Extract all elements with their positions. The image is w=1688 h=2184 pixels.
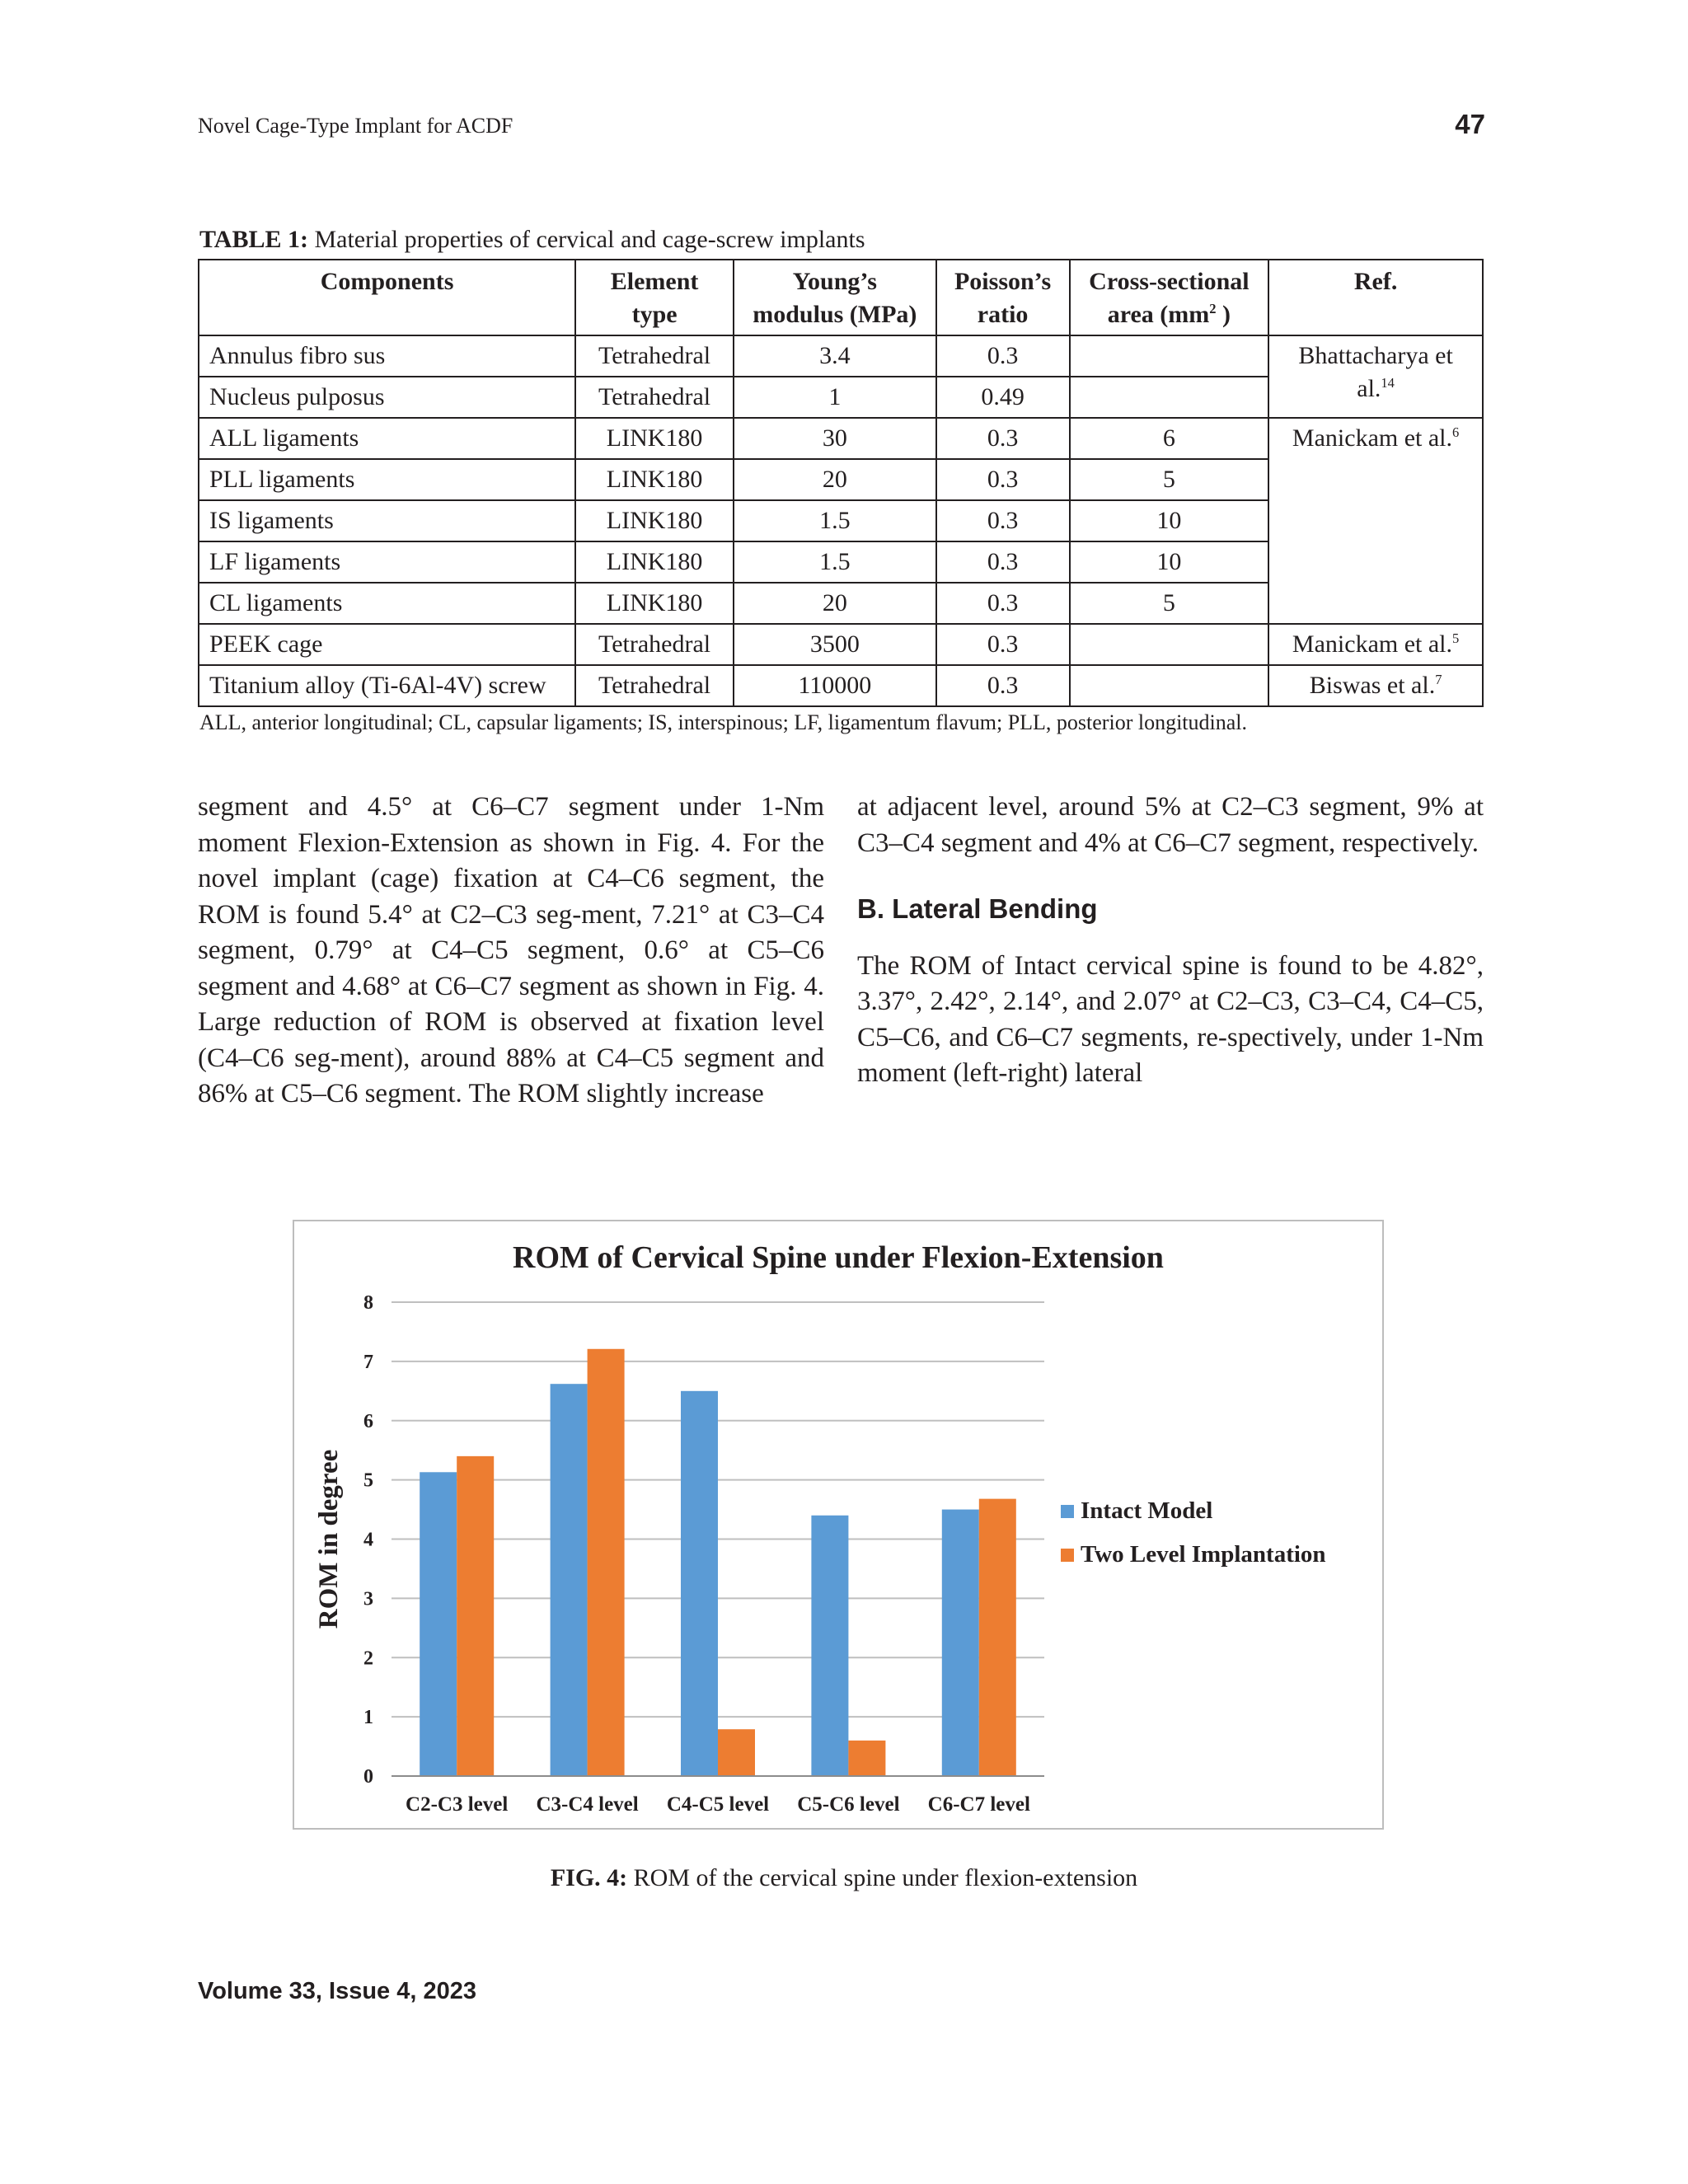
cell-modulus: 3.4 [734,335,936,377]
rom-bar-chart [294,1221,1382,1828]
cell-element: Tetrahedral [575,624,734,665]
legend-swatch [1061,1505,1074,1518]
cell-component: CL ligaments [199,583,575,624]
cell-area [1070,624,1269,665]
table-row [199,624,1483,665]
cell-area: 5 [1070,459,1269,500]
header-youngs-modulus: Young’s modulus (MPa) [734,260,936,335]
cell-component: Annulus fibro sus [199,335,575,377]
cell-component: IS ligaments [199,500,575,541]
bar-implant-4 [979,1499,1016,1776]
chart-title: ROM of Cervical Spine under Flexion-Extension [513,1240,1164,1275]
cell-ref-bhattacharya: Bhattacharya et al.$^{14}$ [1268,335,1483,418]
legend-label: Intact Model [1081,1497,1213,1524]
cell-modulus: 110000 [734,665,936,706]
cell-component: LF ligaments [199,541,575,583]
cell-element: Tetrahedral [575,335,734,377]
x-tick-label: C6-C7 level [927,1793,1030,1816]
footer-issue: Volume 33, Issue 4, 2023 [198,1978,476,2004]
material-properties-table [198,259,1484,707]
cell-element: LINK180 [575,418,734,459]
y-tick-label: 2 [363,1647,373,1670]
cell-poisson: 0.49 [936,377,1070,418]
header-ref: Ref. [1268,260,1483,335]
cell-element: Tetrahedral [575,377,734,418]
bar-intact-1 [551,1384,588,1776]
body-paragraph: segment and 4.5° at C6–C7 segment under 1-Nm moment Flexion-Extension as shown in Fig. 4. For the novel implant (cage) fixation at C4–C6 segment, the ROM is found 5.4° at C2–C3 seg-ment, 7.21° at C3–C4 segment, 0.79° at C4–C5 segment, 0.6° at C5–C6 segment and 4.68° at C6–C7 segment as shown in Fig. 4. Large reduction of ROM is observed at fixation level (C4–C6 seg-ment), around 88% at C4–C5 segment and 86% at C5–C6 segment. The ROM slightly increase [198,792,824,1108]
y-tick-label: 5 [363,1469,373,1492]
bar-intact-2 [681,1391,718,1776]
cell-modulus: 20 [734,583,936,624]
cell-area [1070,335,1269,377]
cell-poisson: 0.3 [936,541,1070,583]
page-number: 47 [1455,109,1485,139]
figure-chart [293,1220,1384,1830]
running-title: Novel Cage-Type Implant for ACDF [198,114,513,138]
cell-element: LINK180 [575,583,734,624]
bar-intact-4 [942,1510,979,1776]
cell-area: 10 [1070,500,1269,541]
cell-modulus: 1.5 [734,500,936,541]
y-tick-label: 1 [363,1707,373,1729]
cell-component: PLL ligaments [199,459,575,500]
table-row [199,335,1483,377]
y-tick-label: 4 [363,1529,373,1551]
bar-implant-0 [457,1456,494,1776]
header-cross-sectional-area: Cross-sectional area ($mm^2$ ) [1070,260,1269,335]
cell-modulus: 3500 [734,624,936,665]
header-components: Components [199,260,575,335]
cell-modulus: 30 [734,418,936,459]
figure-label: FIG. 4: [550,1864,628,1891]
table-header-row [199,260,1483,335]
y-tick-label: 0 [363,1766,373,1788]
table-row [199,665,1483,706]
cell-poisson: 0.3 [936,418,1070,459]
bars [420,1349,1016,1776]
bar-implant-2 [718,1729,755,1776]
x-tick-label: C4-C5 level [666,1793,770,1816]
cell-component: Titanium alloy (Ti-6Al-4V) screw [199,665,575,706]
cell-element: LINK180 [575,541,734,583]
bar-intact-3 [811,1516,848,1776]
y-tick-label: 3 [363,1588,373,1610]
cell-poisson: 0.3 [936,500,1070,541]
table-footnote: ALL, anterior longitudinal; CL, capsular ligaments; IS, interspinous; LF, ligamentum flavum; PLL, posterior longitudinal. [199,710,1248,734]
bar-implant-3 [848,1741,885,1776]
cell-ref-manickam-5: Manickam et al.$^5$ [1268,624,1483,665]
cell-modulus: 20 [734,459,936,500]
figure-caption-text: ROM of the cervical spine under flexion-extension [627,1864,1138,1891]
cell-area: 10 [1070,541,1269,583]
cell-area [1070,665,1269,706]
table-row [199,418,1483,459]
cell-element: LINK180 [575,459,734,500]
x-tick-label: C5-C6 level [797,1793,900,1816]
bar-implant-1 [588,1349,625,1776]
cell-area [1070,377,1269,418]
y-tick-label: 7 [363,1351,373,1373]
table-label: TABLE 1: [199,226,308,253]
cell-poisson: 0.3 [936,583,1070,624]
left-column [198,790,824,1113]
legend-label: Two Level Implantation [1081,1541,1326,1568]
cell-component: ALL ligaments [199,418,575,459]
cell-modulus: 1 [734,377,936,418]
x-tick-label: C2-C3 level [406,1793,509,1816]
body-paragraph: The ROM of Intact cervical spine is found to be 4.82°, 3.37°, 2.42°, 2.14°, and 2.07° at C2–C3, C3–C4, C4–C5, C5–C6, and C6–C7 segments, re-spectively, under 1-Nm moment (left-right) lateral [857,950,1484,1088]
body-paragraph: at adjacent level, around 5% at C2–C3 segment, 9% at C3–C4 segment and 4% at C6–C7 segment, respectively. [857,792,1484,858]
cell-poisson: 0.3 [936,335,1070,377]
cell-modulus: 1.5 [734,541,936,583]
cell-ref-biswas: Biswas et al.$^7$ [1268,665,1483,706]
cell-element: Tetrahedral [575,665,734,706]
table-caption-text: Material properties of cervical and cage-screw implants [307,226,865,253]
y-tick-label: 6 [363,1410,373,1432]
right-column [857,790,1484,1092]
cell-component: PEEK cage [199,624,575,665]
table-caption [199,226,865,254]
header-poissons-ratio: Poisson’s ratio [936,260,1070,335]
cell-area: 5 [1070,583,1269,624]
bar-intact-0 [420,1472,457,1776]
y-axis-label: ROM in degree [314,1449,344,1629]
x-tick-label: C3-C4 level [536,1793,639,1816]
cell-poisson: 0.3 [936,624,1070,665]
cell-element: LINK180 [575,500,734,541]
section-heading: B. Lateral Bending [857,893,1098,924]
cell-area: 6 [1070,418,1269,459]
header-element-type: Element type [575,260,734,335]
legend [1061,1497,1326,1568]
y-tick-label: 8 [363,1292,373,1314]
cell-component: Nucleus pulposus [199,377,575,418]
cell-poisson: 0.3 [936,459,1070,500]
figure-caption [0,1864,1688,1892]
cell-ref-manickam-6: Manickam et al.$^6$ [1268,418,1483,624]
legend-swatch [1061,1549,1074,1562]
cell-poisson: 0.3 [936,665,1070,706]
